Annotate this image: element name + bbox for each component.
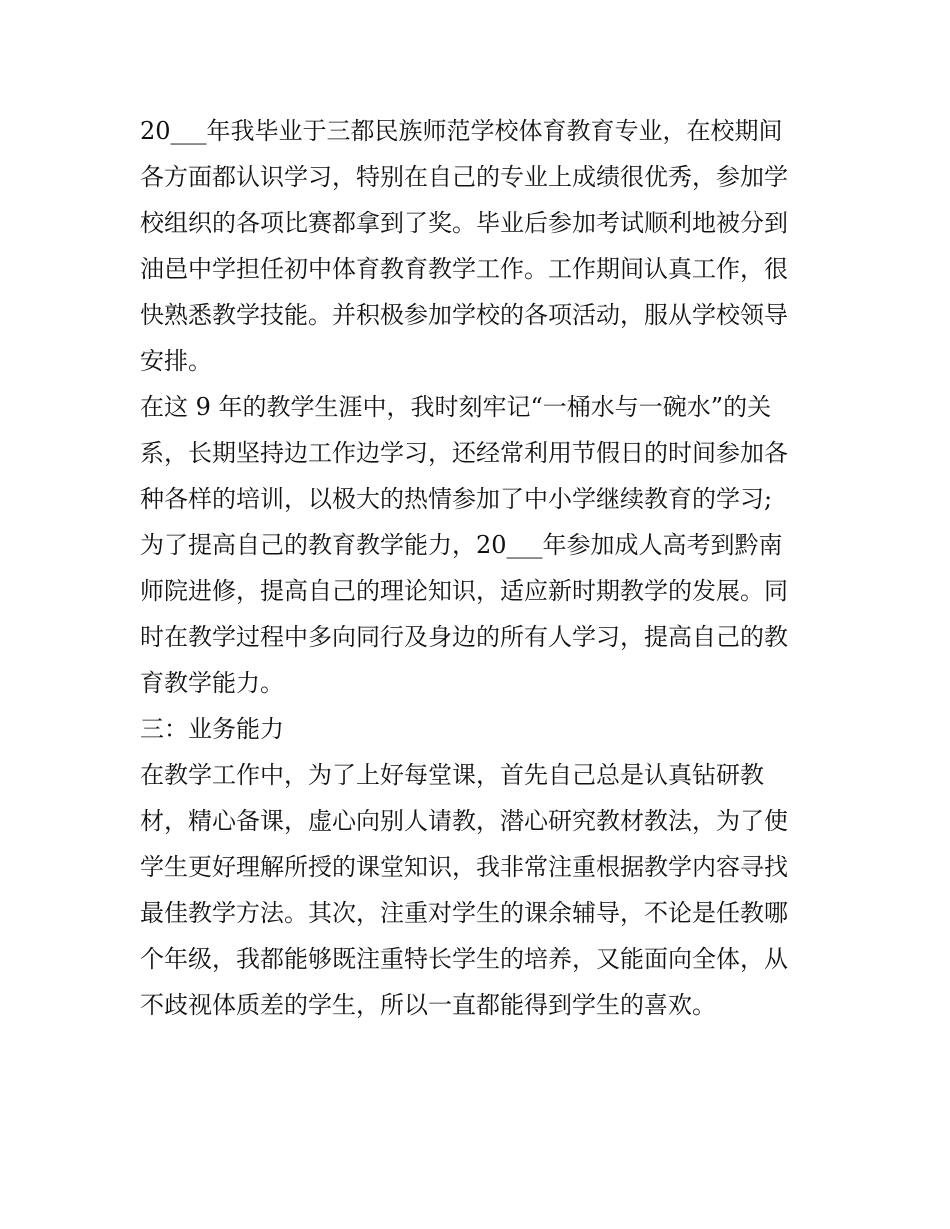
text-line: 在教学工作中，为了上好每堂课，首先自己总是认真钻研教 <box>140 761 764 789</box>
section-heading: 三：业务能力 <box>140 715 284 743</box>
text-line: 个年级，我都能够既注重特长学生的培养，又能面向全体，从 <box>140 945 788 973</box>
text-line: 油邑中学担任初中体育教育教学工作。工作期间认真工作，很 <box>140 255 788 283</box>
text-line: 最佳教学方法。其次，注重对学生的课余辅导，不论是任教哪 <box>140 899 788 927</box>
text-line: 学生更好理解所授的课堂知识，我非常注重根据教学内容寻找 <box>140 853 788 881</box>
text-line: 为了提高自己的教育教学能力，20___年参加成人高考到黔南 <box>140 531 783 559</box>
text-line: 时在教学过程中多向同行及身边的所有人学习，提高自己的教 <box>140 623 788 651</box>
text-line: 不歧视体质差的学生，所以一直都能得到学生的喜欢。 <box>140 991 716 1019</box>
text-line: 各方面都认识学习，特别在自己的专业上成绩很优秀，参加学 <box>140 163 788 191</box>
text-line: 系，长期坚持边工作边学习，还经常利用节假日的时间参加各 <box>140 439 788 467</box>
text-line: 快熟悉教学技能。并积极参加学校的各项活动，服从学校领导 <box>140 301 788 329</box>
text-line: 材，精心备课，虚心向别人请教，潜心研究教材教法，为了使 <box>140 807 788 835</box>
text-line: 在这 9 年的教学生涯中，我时刻牢记“一桶水与一碗水”的关 <box>140 393 772 421</box>
text-line: 安排。 <box>140 347 212 375</box>
text-line: 种各样的培训，以极大的热情参加了中小学继续教育的学习; <box>140 485 773 513</box>
text-line: 20___年我毕业于三都民族师范学校体育教育专业，在校期间 <box>140 117 783 145</box>
document-body <box>140 108 815 1028</box>
text-line: 校组织的各项比赛都拿到了奖。毕业后参加考试顺利地被分到 <box>140 209 788 237</box>
text-line: 育教学能力。 <box>140 669 284 697</box>
text-line: 师院进修，提高自己的理论知识，适应新时期教学的发展。同 <box>140 577 788 605</box>
